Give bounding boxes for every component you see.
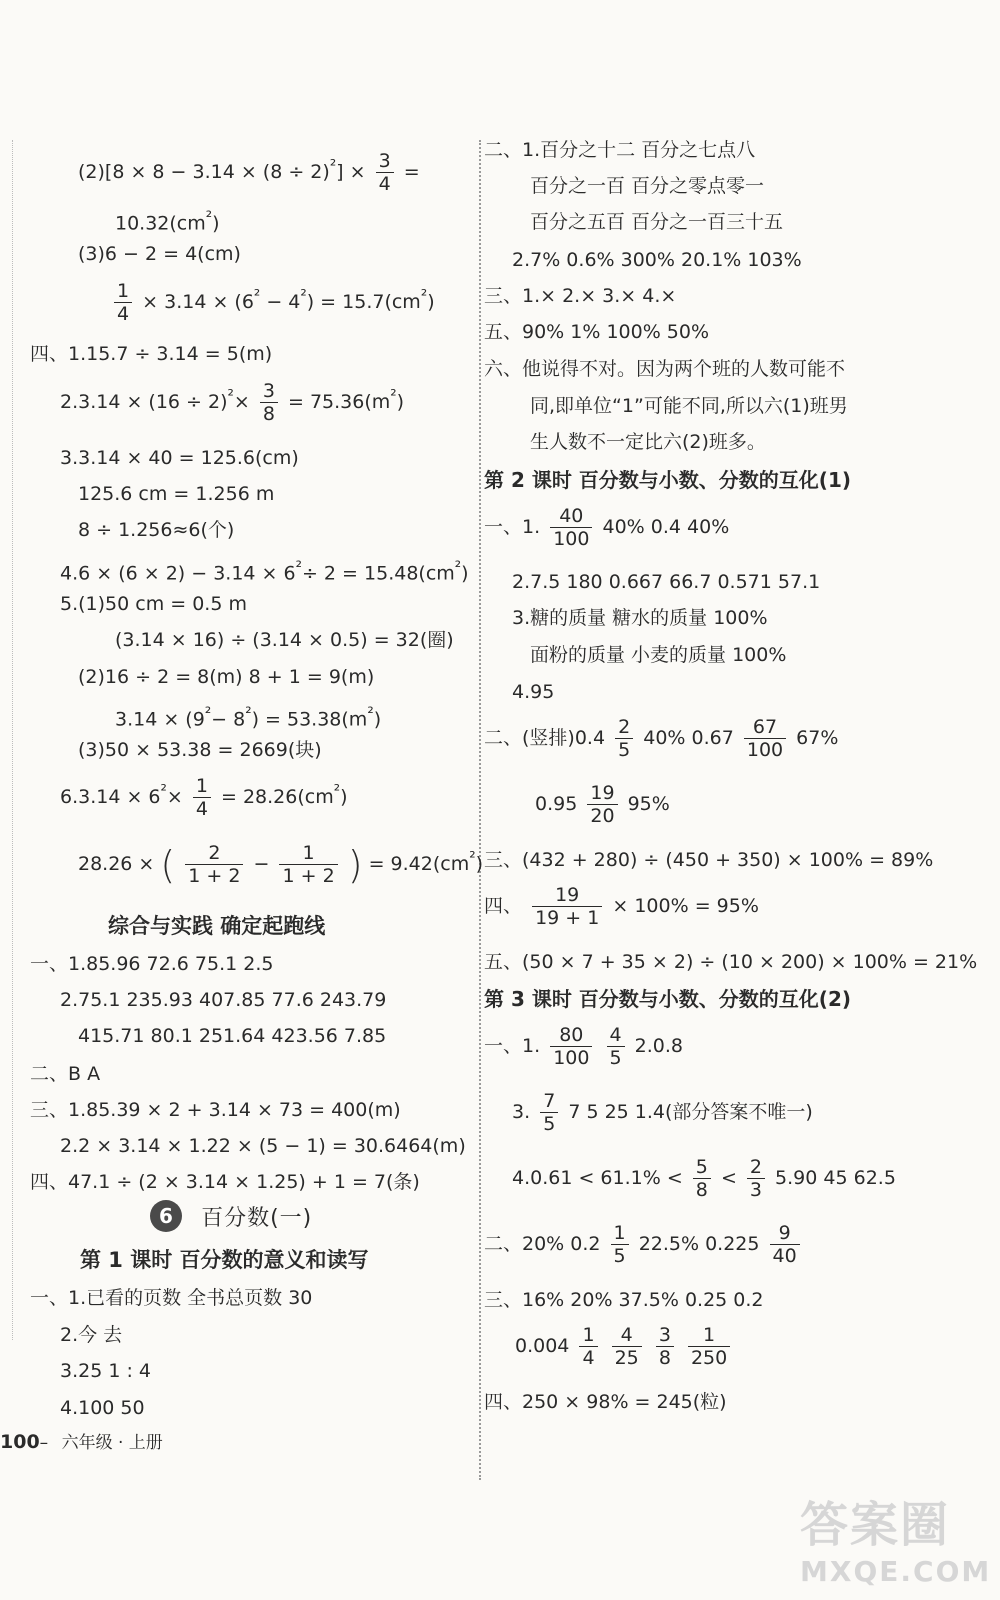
right-line-1: 二、1.百分之十二 百分之七点八: [484, 139, 756, 161]
fraction: $\frac{2}{5}$: [615, 716, 633, 761]
left-line-16: $6.3.14 \times 6^{^2}\times$ $\frac{1}{4}$ = $28.26(cm^{^2})$: [60, 775, 348, 820]
fraction: $\frac{19}{19 + 1}$: [532, 884, 602, 929]
fraction: $\frac{1}{1 + 2}$: [279, 842, 337, 887]
left-line-22: 二、B A: [30, 1063, 101, 1085]
right-line-19: 四、 $\frac{19}{19 + 1}$ × 100% = 95%: [484, 884, 759, 929]
right-line-25: 二、20% 0.2 $\frac{1}{5}$ 22.5% 0.225 $\frac{9}{40}$: [484, 1222, 804, 1267]
fraction: $\frac{40}{100}$: [550, 505, 592, 550]
fraction: $\frac{7}{5}$: [540, 1090, 558, 1135]
fraction: $\frac{2}{1 + 2}$: [185, 842, 243, 887]
right-line-17: 0.95 $\frac{19}{20}$ 95%: [535, 782, 670, 827]
left-line-28: 2.今 去: [60, 1324, 123, 1346]
right-line-16: 二、(竖排)0.4 $\frac{2}{5}$ 40% 0.67 $\frac{67}{100}$ 67%: [484, 716, 839, 761]
unit-title: 百分数(一): [201, 1205, 313, 1231]
left-line-9: 8 ÷ 1.256≈6(个): [78, 519, 235, 541]
page-number: 100: [0, 1431, 40, 1453]
right-line-8: 同,即单位“1”可能不同,所以六(1)班男: [530, 395, 848, 417]
left-line-23: 三、1.85.39 × 2 + 3.14 × 73 = 400(m): [30, 1099, 401, 1121]
right-line-3: 百分之五百 百分之一百三十五: [530, 211, 784, 233]
left-line-2: $10.32(cm^{^2})$: [115, 207, 220, 235]
right-line-28: 四、250 × 98% = 245(粒): [484, 1391, 727, 1413]
fraction: $\frac{4}{25}$: [612, 1324, 642, 1369]
left-line-30: 4.100 50: [60, 1397, 145, 1419]
left-line-29: 3.25 1 : 4: [60, 1360, 152, 1382]
left-line-20: 2.75.1 235.93 407.85 77.6 243.79: [60, 989, 387, 1011]
right-line-27: 0.004 $\frac{1}{4}$ $\frac{4}{25}$ $\frac{3}{8}$ $\frac{1}{250}$: [515, 1324, 734, 1369]
right-line-6: 五、90% 1% 100% 50%: [484, 321, 710, 343]
left-line-15: (3)50 × 53.38 = 2669(块): [78, 739, 322, 761]
left-line-21: 415.71 80.1 251.64 423.56 7.85: [78, 1025, 387, 1047]
left-line-8: 125.6 cm = 1.256 m: [78, 483, 275, 505]
section-heading-practice: 综合与实践 确定起跑线: [108, 914, 326, 938]
left-line-19: 一、1.85.96 72.6 75.1 2.5: [30, 953, 274, 975]
left-line-17: 28.26 × ( $\frac{2}{1 + 2}$ − $\frac{1}{1 + 2}$ ) = $9.42(cm^{^2})$: [78, 842, 484, 887]
left-line-11: 5.(1)50 cm = 0.5 m: [60, 593, 247, 615]
watermark-logo: 答案圈 MXQE.COM: [800, 1497, 992, 1588]
fraction: $\frac{1}{250}$: [688, 1324, 730, 1369]
fraction: $\frac{3}{8}$: [656, 1324, 674, 1369]
right-line-2: 百分之一百 百分之零点零一: [530, 175, 765, 197]
right-line-14: 面粉的质量 小麦的质量 100%: [530, 644, 787, 666]
right-line-12: 2.7.5 180 0.667 66.7 0.571 57.1: [512, 571, 821, 593]
left-line-14: $3.14 \times (9^{^2}- 8^{^2}) = 53.38(m^{^2})$: [115, 703, 382, 731]
left-line-13: (2)16 ÷ 2 = 8(m) 8 + 1 = 9(m): [78, 666, 375, 688]
column-divider: [479, 140, 481, 1480]
grade-label: 六年级 · 上册: [61, 1433, 163, 1453]
right-line-26: 三、16% 20% 37.5% 0.25 0.2: [484, 1289, 764, 1311]
fraction: $\frac{3}{4}$: [376, 150, 394, 195]
left-line-4: $\frac{1}{4}$ × $3.14 \times (6^{^2} - 4^{^2}) = 15.7(cm^{^2})$: [110, 280, 435, 325]
left-line-12: (3.14 × 16) ÷ (3.14 × 0.5) = 32(圈): [115, 629, 454, 651]
lesson-heading-2: 第 2 课时 百分数与小数、分数的互化(1): [484, 468, 852, 492]
lesson-heading-3: 第 3 课时 百分数与小数、分数的互化(2): [484, 987, 852, 1011]
fraction: $\frac{5}{8}$: [693, 1156, 711, 1201]
left-line-3: (3)6 − 2 = 4(cm): [78, 243, 241, 265]
right-line-22: 一、1. $\frac{80}{100}$ $\frac{4}{5}$ 2.0.8: [484, 1024, 683, 1069]
right-line-20: 五、(50 × 7 + 35 × 2) ÷ (10 × 200) × 100% = 21%: [484, 951, 978, 973]
fraction: $\frac{80}{100}$: [550, 1024, 592, 1069]
unit-number-badge: 6: [150, 1200, 182, 1232]
fraction: $\frac{67}{100}$: [744, 716, 786, 761]
fraction: $\frac{9}{40}$: [770, 1222, 800, 1267]
right-line-23: 3. $\frac{7}{5}$ 7 5 25 1.4(部分答案不唯一): [512, 1090, 813, 1135]
page-footer: 100– 六年级 · 上册: [0, 1431, 163, 1453]
left-line-25: 四、47.1 ÷ (2 × 3.14 × 1.25) + 1 = 7(条): [30, 1171, 420, 1193]
right-line-4: 2.7% 0.6% 300% 20.1% 103%: [512, 249, 802, 271]
fraction: $\frac{1}{5}$: [611, 1222, 629, 1267]
fraction: $\frac{19}{20}$: [587, 782, 617, 827]
right-line-13: 3.糖的质量 糖水的质量 100%: [512, 607, 768, 629]
right-line-15: 4.95: [512, 681, 555, 703]
unit-heading: [150, 1200, 312, 1234]
left-line-1: $(2)[8 \times 8 - 3.14 \times (8 \div 2)^{^2}]$ × $\frac{3}{4}$ =: [78, 150, 420, 195]
left-line-6: $2.3.14 \times (16 \div 2)^{^2}\times$ $\frac{3}{8}$ = $75.36(m^{^2})$: [60, 380, 405, 425]
right-line-9: 生人数不一定比六(2)班多。: [530, 431, 766, 453]
fraction: $\frac{1}{4}$: [193, 775, 211, 820]
fraction: $\frac{1}{4}$: [579, 1324, 597, 1369]
right-line-5: 三、1.× 2.× 3.× 4.×: [484, 285, 677, 307]
fraction: $\frac{2}{3}$: [747, 1156, 765, 1201]
left-margin-rule: [12, 140, 13, 1340]
lesson-heading-1: 第 1 课时 百分数的意义和读写: [80, 1248, 369, 1272]
fraction: $\frac{1}{4}$: [114, 280, 132, 325]
left-line-5: 四、1.15.7 ÷ 3.14 = 5(m): [30, 343, 273, 365]
left-line-24: 2.2 × 3.14 × 1.22 × (5 − 1) = 30.6464(m): [60, 1135, 466, 1157]
fraction: $\frac{4}{5}$: [607, 1024, 625, 1069]
right-line-24: 4.0.61 < 61.1% < $\frac{5}{8}$ < $\frac{2}{3}$ 5.90 45 62.5: [512, 1156, 896, 1201]
right-line-11: 一、1. $\frac{40}{100}$ 40% 0.4 40%: [484, 505, 730, 550]
left-line-27: 一、1.已看的页数 全书总页数 30: [30, 1287, 313, 1309]
left-line-10: $4.6 \times (6 \times 2) - 3.14 \times 6^{^2}\div 2 = 15.48(cm^{^2})$: [60, 557, 469, 585]
fraction: $\frac{3}{8}$: [260, 380, 278, 425]
left-line-7: 3.3.14 × 40 = 125.6(cm): [60, 447, 299, 469]
right-line-7: 六、他说得不对。因为两个班的人数可能不: [484, 358, 846, 380]
right-line-18: 三、(432 + 280) ÷ (450 + 350) × 100% = 89%: [484, 849, 934, 871]
